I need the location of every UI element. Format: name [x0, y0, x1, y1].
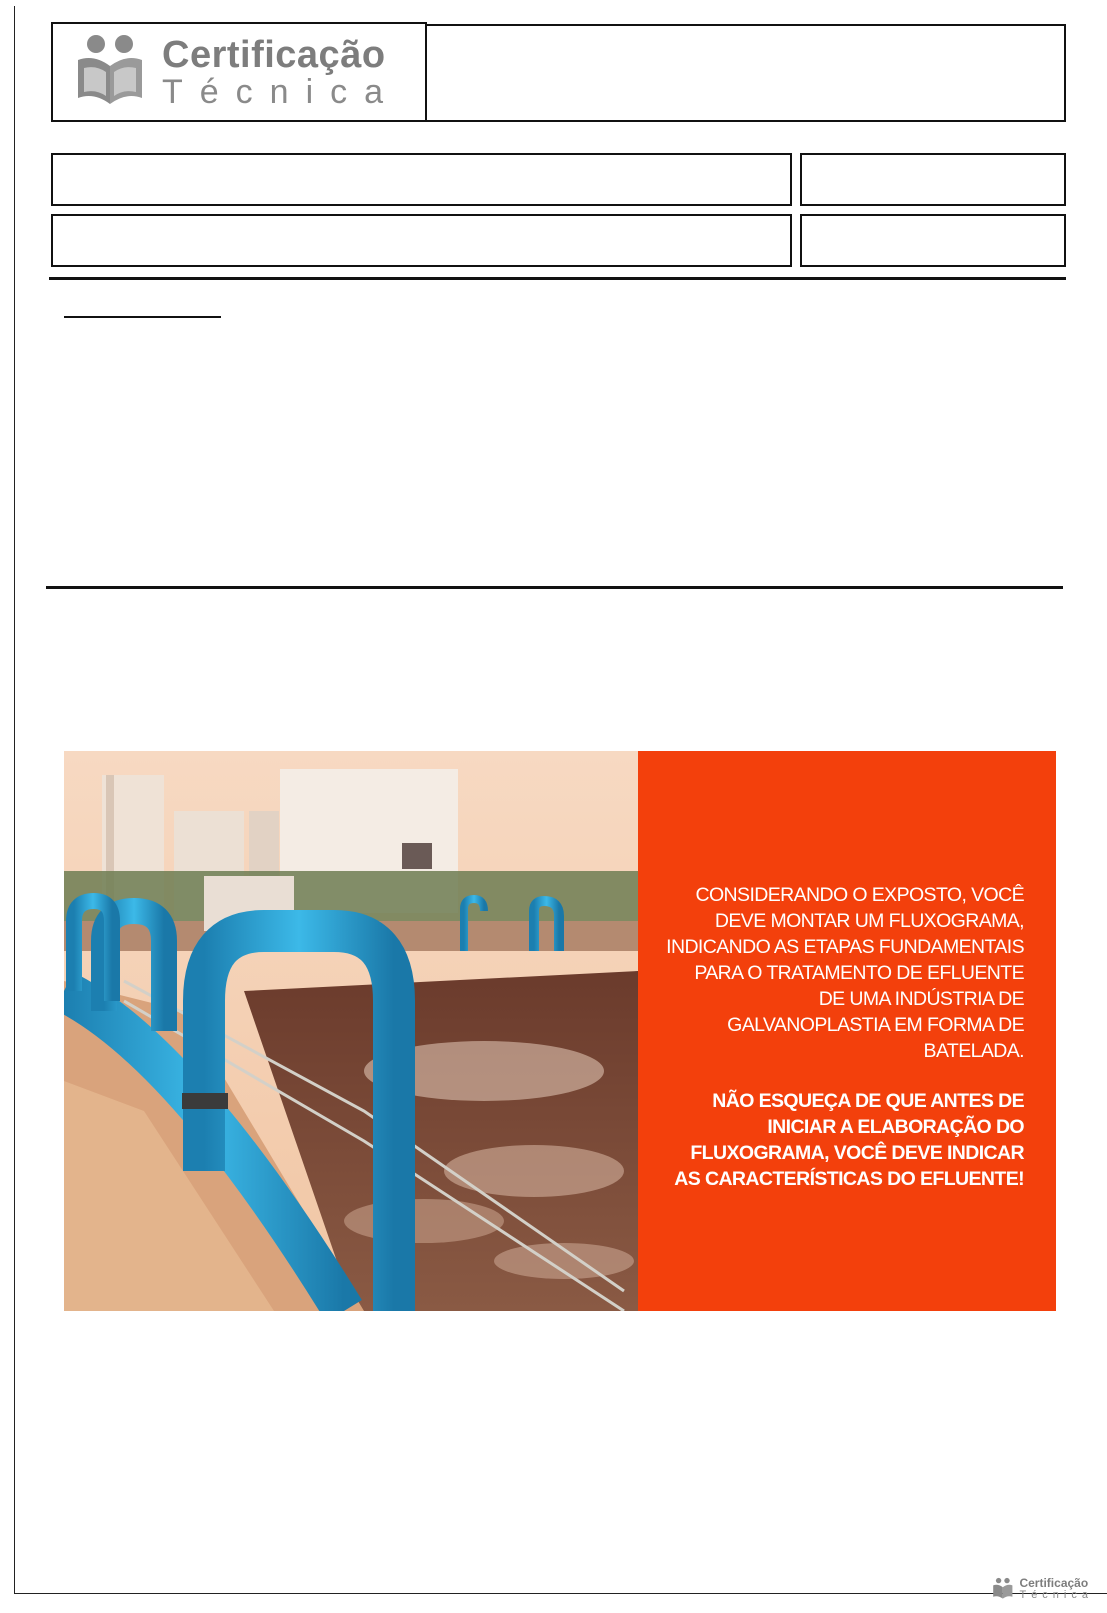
logo-text-line2: Técnica	[162, 73, 401, 111]
title-box	[425, 24, 1066, 122]
header-field-2	[800, 153, 1066, 206]
footer-logo-line2: Técnica	[1019, 1589, 1093, 1601]
instruction-paragraph-2: NÃO ESQUEÇA DE QUE ANTES DE INICIAR A ELABORAÇÃO DO FLUXOGRAMA, VOCÊ DEVE INDICAR AS CARACTERÍSTICAS DO EFLUENTE!	[674, 1090, 1024, 1190]
people-book-icon	[74, 32, 154, 112]
people-book-icon	[992, 1577, 1016, 1601]
logo	[74, 32, 400, 112]
header-field-1	[51, 153, 792, 206]
header-field-3	[51, 214, 792, 267]
instruction-paragraph-1: CONSIDERANDO O EXPOSTO, VOCÊ DEVE MONTAR UM FLUXOGRAMA, INDICANDO AS ETAPAS FUNDAMENTAIS PARA O TRATAMENTO DE EFLUENTE DE UMA INDÚSTRIA DE GALVANOPLASTIA EM FORMA DE BATELADA.	[666, 884, 1024, 1062]
instruction-panel	[638, 751, 1056, 1311]
footer-logo-line1: Certificação	[1019, 1576, 1089, 1590]
divider-middle	[46, 586, 1063, 589]
footer-logo	[992, 1577, 1093, 1601]
divider-top	[49, 277, 1066, 280]
water-treatment-photo	[64, 751, 638, 1311]
logo-text-line1: Certificação	[162, 34, 386, 76]
header-field-4	[800, 214, 1066, 267]
short-underline	[64, 316, 221, 318]
instruction-banner	[64, 751, 1056, 1311]
